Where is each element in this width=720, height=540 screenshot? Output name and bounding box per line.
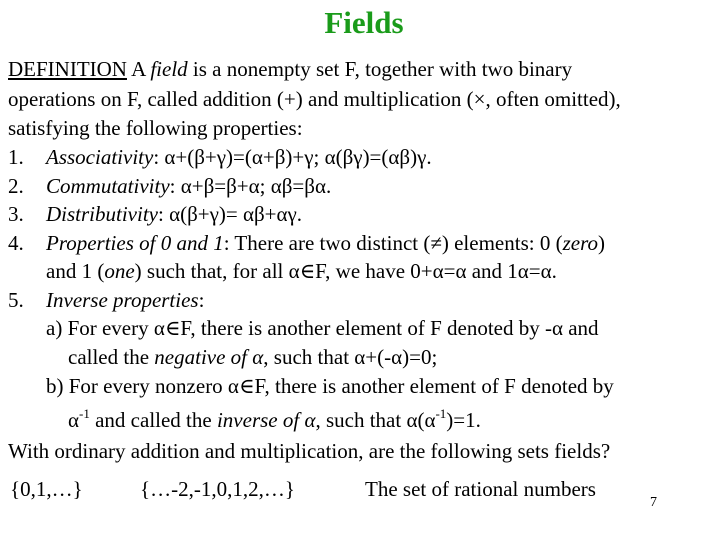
property-name: Properties of 0 and 1 xyxy=(46,231,224,255)
property-name: Associativity xyxy=(46,145,154,169)
property-zero-one xyxy=(8,231,605,255)
property-commutativity xyxy=(8,174,331,198)
property-number: 1. xyxy=(8,145,24,169)
property-number: 2. xyxy=(8,174,24,198)
superscript: -1 xyxy=(435,406,447,421)
inverse-b-line-1: b) For every nonzero α∈F, there is another element of F denoted by xyxy=(46,374,614,398)
property-text: : α(β+γ)= αβ+αγ. xyxy=(158,202,303,226)
definition-keyword: DEFINITION xyxy=(8,57,127,81)
definition-term: field xyxy=(150,57,188,81)
inverse-a-line-2 xyxy=(68,345,437,369)
property-number: 3. xyxy=(8,202,24,226)
negative-term: negative of α xyxy=(154,345,264,369)
definition-line-2: operations on F, called addition (+) and multiplication (×, often omitted), xyxy=(8,87,621,111)
inverse-b-line-2 xyxy=(68,402,481,432)
one-word: one xyxy=(104,259,135,283)
property-zero-one-continued xyxy=(46,259,557,283)
property-number: 5. xyxy=(8,288,24,312)
property-associativity xyxy=(8,145,432,169)
continuation-text-end: ) such that, for all α∈F, we have 0+α=α and 1α=α. xyxy=(134,259,557,283)
property-text: : There are two distinct (≠) elements: 0 ( xyxy=(223,231,563,255)
property-name: Distributivity xyxy=(46,202,158,226)
page-number: 7 xyxy=(650,495,657,510)
continuation-text: and 1 ( xyxy=(46,259,105,283)
alpha-symbol: α xyxy=(68,408,80,432)
question-line: With ordinary addition and multiplication, are the following sets fields? xyxy=(8,439,611,463)
zero-word: zero xyxy=(562,231,598,255)
inverse-a-prefix: called the xyxy=(68,345,155,369)
definition-line-1 xyxy=(8,57,572,81)
property-text: : α+β=β+α; αβ=βα. xyxy=(169,174,332,198)
inverse-term: inverse of α xyxy=(216,408,316,432)
inverse-b-end: )=1. xyxy=(446,408,481,432)
inverse-a-suffix: , such that α+(-α)=0; xyxy=(263,345,438,369)
inverse-a-line-1: a) For every α∈F, there is another element of F denoted by -α and xyxy=(46,316,599,340)
superscript: -1 xyxy=(79,406,90,421)
definition-lead: A xyxy=(126,57,151,81)
set-naturals: {0,1,…} xyxy=(10,477,83,501)
set-integers: {…-2,-1,0,1,2,…} xyxy=(140,477,295,501)
inverse-b-suffix: , such that α(α xyxy=(315,408,436,432)
property-name: Commutativity xyxy=(46,174,170,198)
property-name: Inverse properties xyxy=(46,288,199,312)
set-rationals: The set of rational numbers xyxy=(365,477,596,501)
property-distributivity xyxy=(8,202,302,226)
property-inverse xyxy=(8,288,204,312)
definition-rest: is a nonempty set F, together with two binary xyxy=(187,57,573,81)
property-text: : α+(β+γ)=(α+β)+γ; α(βγ)=(αβ)γ. xyxy=(153,145,432,169)
inverse-b-middle: and called the xyxy=(89,408,217,432)
property-text: : xyxy=(198,288,205,312)
property-number: 4. xyxy=(8,231,24,255)
slide-title: Fields xyxy=(324,5,404,40)
property-text-end: ) xyxy=(597,231,605,255)
definition-line-3: satisfying the following properties: xyxy=(8,116,303,140)
